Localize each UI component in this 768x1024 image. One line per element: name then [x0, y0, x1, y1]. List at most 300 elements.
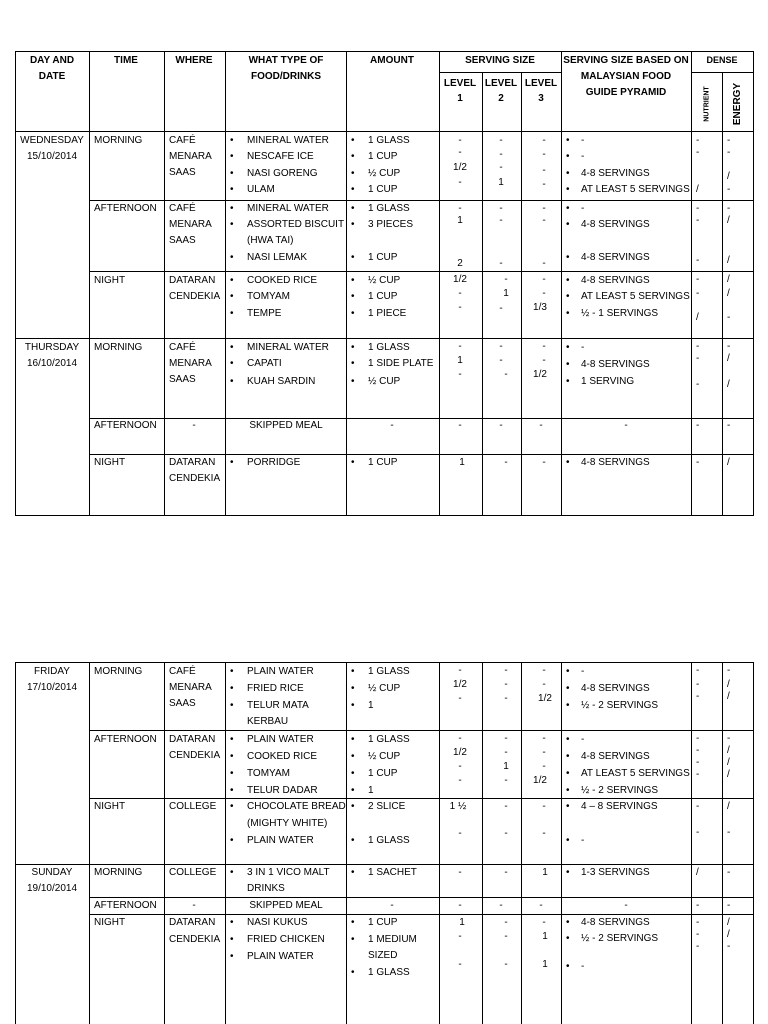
food-item: TOMYAM — [247, 291, 290, 302]
bullet: • — [230, 867, 234, 878]
bullet: • — [230, 751, 234, 762]
where-label: MENARA — [169, 219, 212, 230]
header-time: TIME — [114, 55, 138, 66]
amount: 2 SLICE — [368, 801, 406, 812]
guide-value: - — [581, 342, 585, 353]
level-1-value: 1 — [457, 355, 463, 366]
bullet: • — [230, 203, 234, 214]
food-item: TEMPE — [247, 308, 282, 319]
level-3-value: - — [542, 274, 546, 285]
food-item: CHOCOLATE BREAD — [247, 801, 346, 812]
level-2-value: - — [504, 917, 508, 928]
bullet: • — [566, 291, 570, 302]
guide-value: 4-8 SERVINGS — [581, 219, 650, 230]
guide-value: 4 – 8 SERVINGS — [581, 801, 658, 812]
grid-line — [691, 662, 692, 1024]
day-label: WEDNESDAY — [20, 135, 84, 146]
where-label: MENARA — [169, 358, 212, 369]
bullet: • — [351, 867, 355, 878]
level-1-value: - — [458, 931, 462, 942]
grid-line — [89, 730, 754, 731]
level-3-value: 1/2 — [533, 775, 547, 786]
level-2-value: - — [504, 274, 508, 285]
bullet: • — [230, 835, 234, 846]
level-3-value: - — [542, 135, 546, 146]
level-3-value: - — [542, 258, 546, 269]
energy-value: - — [727, 665, 731, 676]
day-label: SUNDAY — [31, 867, 73, 878]
level-2-value: - — [499, 900, 503, 911]
nutrient-value: - — [696, 900, 700, 911]
nutrient-value: - — [696, 679, 700, 690]
level-2-value: - — [499, 258, 503, 269]
amount: 1 GLASS — [368, 135, 410, 146]
level-1-value: - — [458, 135, 462, 146]
bullet: • — [230, 376, 234, 387]
level-2-value: - — [504, 747, 508, 758]
energy-value: / — [727, 288, 730, 299]
level-2-value: - — [499, 341, 503, 352]
energy-value: / — [727, 801, 730, 812]
level-3-value: - — [539, 900, 543, 911]
grid-line — [15, 131, 754, 132]
bullet: • — [230, 801, 234, 812]
level-3-value: - — [542, 355, 546, 366]
bullet: • — [351, 275, 355, 286]
bullet: • — [566, 275, 570, 286]
bullet: • — [351, 308, 355, 319]
grid-line — [164, 51, 165, 516]
level-1-value: - — [458, 288, 462, 299]
guide-value: AT LEAST 5 SERVINGS — [581, 768, 690, 779]
level-3-value: - — [542, 149, 546, 160]
bullet: • — [230, 785, 234, 796]
bullet: • — [230, 308, 234, 319]
grid-line — [521, 72, 522, 516]
level-2-value: 1 — [503, 288, 509, 299]
where-label: DATARAN — [169, 275, 216, 286]
level-1-value: 1 ½ — [449, 801, 467, 812]
amount: 1 GLASS — [368, 342, 410, 353]
food-item: NESCAFE ICE — [247, 151, 314, 162]
time-label: AFTERNOON — [94, 203, 157, 214]
where-label: COLLEGE — [169, 801, 217, 812]
level-2-value: - — [504, 369, 508, 380]
guide-value: - — [581, 961, 585, 972]
bullet: • — [230, 683, 234, 694]
bullet: • — [351, 666, 355, 677]
guide-value: ½ - 1 SERVINGS — [581, 308, 659, 319]
level-1-value: 1/2 — [453, 274, 467, 285]
guide-value: 4-8 SERVINGS — [581, 457, 650, 468]
level-3-value: - — [542, 203, 546, 214]
energy-value: / — [727, 929, 730, 940]
bullet: • — [566, 168, 570, 179]
guide-value: 4-8 SERVINGS — [581, 683, 650, 694]
level-1-value: 2 — [457, 258, 463, 269]
guide-value: - — [581, 835, 585, 846]
energy-value: - — [727, 135, 731, 146]
guide-value: 4-8 SERVINGS — [581, 751, 650, 762]
food-item: TELUR MATA — [247, 700, 309, 711]
level-2-value: 1 — [503, 761, 509, 772]
amount: - — [390, 900, 394, 911]
bullet: • — [351, 801, 355, 812]
bullet: • — [351, 135, 355, 146]
grid-line — [225, 51, 226, 516]
level-1-value: 1 — [459, 457, 465, 468]
level-1-value: 1 — [459, 917, 465, 928]
date-label: 17/10/2014 — [26, 682, 78, 693]
level-3-value: 1/3 — [533, 302, 547, 313]
level-1-value: - — [458, 147, 462, 158]
level-2-value: - — [499, 303, 503, 314]
energy-value: - — [727, 733, 731, 744]
level-2-value: - — [504, 457, 508, 468]
level-2-value: - — [504, 801, 508, 812]
amount: ½ CUP — [368, 275, 401, 286]
where-label: - — [192, 420, 196, 431]
where-label: COLLEGE — [169, 867, 217, 878]
level-1-value: - — [458, 775, 462, 786]
guide-value: AT LEAST 5 SERVINGS — [581, 291, 690, 302]
food-item: CAPATI — [247, 358, 282, 369]
bullet: • — [566, 151, 570, 162]
grid-line — [482, 662, 483, 1024]
energy-value: / — [727, 353, 730, 364]
date-label: 19/10/2014 — [26, 883, 78, 894]
header-level-3: 3 — [538, 93, 544, 104]
where-label: CENDEKIA — [169, 291, 221, 302]
grid-line — [346, 662, 347, 1024]
food-item-continued: (MIGHTY WHITE) — [247, 818, 328, 829]
energy-value: / — [727, 171, 730, 182]
grid-line — [164, 662, 165, 1024]
bullet: • — [230, 917, 234, 928]
bullet: • — [351, 751, 355, 762]
grid-line — [89, 200, 754, 201]
nutrient-value: - — [696, 691, 700, 702]
nutrient-value: - — [696, 801, 700, 812]
level-2-value: - — [499, 215, 503, 226]
guide-value: - — [624, 420, 628, 431]
level-3-value: - — [542, 917, 546, 928]
header-food: FOOD/DRINKS — [251, 71, 321, 82]
grid-line — [89, 271, 754, 272]
nutrient-value: / — [696, 184, 699, 195]
grid-line — [439, 72, 561, 73]
amount: 1 — [368, 700, 374, 711]
bullet: • — [230, 252, 234, 263]
bullet: • — [230, 151, 234, 162]
level-1-value: - — [458, 420, 462, 431]
level-3-value: - — [542, 665, 546, 676]
skipped-meal-label: SKIPPED MEAL — [249, 900, 323, 911]
level-3-value: - — [542, 828, 546, 839]
guide-value: - — [581, 203, 585, 214]
nutrient-value: - — [696, 255, 700, 266]
food-item-continued: KERBAU — [247, 716, 289, 727]
food-item: PLAIN WATER — [247, 734, 314, 745]
amount: 1 CUP — [368, 917, 398, 928]
energy-value: / — [727, 769, 730, 780]
header-day-date: DAY AND — [29, 55, 75, 66]
bullet: • — [351, 168, 355, 179]
level-1-value: - — [458, 341, 462, 352]
bullet: • — [230, 291, 234, 302]
time-label: NIGHT — [94, 275, 126, 286]
level-3-value: - — [542, 801, 546, 812]
level-2-value: - — [499, 149, 503, 160]
food-item-continued: (HWA TAI) — [247, 235, 294, 246]
grid-line — [691, 51, 692, 516]
bullet: • — [351, 967, 355, 978]
nutrient-value: - — [696, 379, 700, 390]
amount: 1 GLASS — [368, 734, 410, 745]
amount: ½ CUP — [368, 376, 401, 387]
day-label: FRIDAY — [34, 666, 70, 677]
food-item: NASI LEMAK — [247, 252, 308, 263]
date-label: 16/10/2014 — [26, 358, 78, 369]
food-item: PLAIN WATER — [247, 666, 314, 677]
where-label: SAAS — [169, 374, 196, 385]
bullet: • — [351, 342, 355, 353]
amount: 1 GLASS — [368, 203, 410, 214]
guide-value: - — [581, 135, 585, 146]
food-item: NASI KUKUS — [247, 917, 308, 928]
bullet: • — [351, 768, 355, 779]
amount-continued: SIZED — [368, 950, 398, 961]
nutrient-value: - — [696, 457, 700, 468]
level-2-value: - — [499, 420, 503, 431]
amount: 1 SACHET — [368, 867, 417, 878]
bullet: • — [351, 835, 355, 846]
energy-value: - — [727, 941, 731, 952]
level-1-value: 1/2 — [453, 747, 467, 758]
bullet: • — [566, 135, 570, 146]
energy-value: - — [727, 867, 731, 878]
header-level-1: LEVEL — [443, 78, 477, 89]
header-amount: AMOUNT — [370, 55, 414, 66]
level-2-value: - — [504, 665, 508, 676]
bullet: • — [351, 358, 355, 369]
food-item: PLAIN WATER — [247, 835, 314, 846]
guide-value: 1 SERVING — [581, 376, 635, 387]
grid-line — [15, 662, 16, 1024]
bullet: • — [351, 252, 355, 263]
amount: 1 CUP — [368, 252, 398, 263]
grid-line — [439, 51, 440, 516]
level-2-value: - — [499, 355, 503, 366]
energy-value: - — [727, 827, 731, 838]
nutrient-value: - — [696, 215, 700, 226]
level-2-value: - — [504, 693, 508, 704]
food-item: TELUR DADAR — [247, 785, 318, 796]
where-label: SAAS — [169, 235, 196, 246]
level-3-value: - — [542, 341, 546, 352]
bullet: • — [351, 917, 355, 928]
level-2-value: - — [504, 931, 508, 942]
nutrient-value: - — [696, 353, 700, 364]
bullet: • — [230, 768, 234, 779]
bullet: • — [566, 376, 570, 387]
time-label: MORNING — [94, 342, 143, 353]
nutrient-value: - — [696, 917, 700, 928]
time-label: MORNING — [94, 867, 143, 878]
grid-line — [346, 51, 347, 516]
bullet: • — [566, 917, 570, 928]
level-3-value: - — [542, 288, 546, 299]
bullet: • — [230, 168, 234, 179]
bullet: • — [566, 933, 570, 944]
nutrient-value: - — [696, 769, 700, 780]
energy-value: - — [727, 420, 731, 431]
grid-line — [89, 662, 90, 1024]
food-item: MINERAL WATER — [247, 203, 329, 214]
energy-value: / — [727, 917, 730, 928]
level-1-value: - — [458, 203, 462, 214]
where-label: DATARAN — [169, 917, 216, 928]
energy-value: / — [727, 457, 730, 468]
grid-line — [482, 72, 483, 516]
bullet: • — [351, 700, 355, 711]
where-label: CAFÉ — [169, 666, 196, 677]
where-label: CENDEKIA — [169, 934, 221, 945]
where-label: DATARAN — [169, 734, 216, 745]
amount: ½ CUP — [368, 683, 401, 694]
grid-line — [439, 662, 440, 1024]
where-label: CENDEKIA — [169, 750, 221, 761]
energy-value: - — [727, 203, 731, 214]
bullet: • — [566, 203, 570, 214]
level-2-value: - — [504, 679, 508, 690]
nutrient-value: - — [696, 941, 700, 952]
level-3-value: - — [539, 420, 543, 431]
guide-value: - — [581, 666, 585, 677]
food-item: COOKED RICE — [247, 275, 318, 286]
level-3-value: 1/2 — [533, 369, 547, 380]
amount: 1 CUP — [368, 457, 398, 468]
level-1-value: 1/2 — [453, 679, 467, 690]
level-2-value: - — [504, 959, 508, 970]
bullet: • — [566, 768, 570, 779]
time-label: NIGHT — [94, 801, 126, 812]
energy-value: / — [727, 757, 730, 768]
grid-line — [722, 72, 723, 516]
bullet: • — [351, 219, 355, 230]
bullet: • — [230, 275, 234, 286]
bullet: • — [351, 376, 355, 387]
where-label: CAFÉ — [169, 135, 196, 146]
header-level-3: LEVEL — [524, 78, 558, 89]
bullet: • — [566, 785, 570, 796]
bullet: • — [566, 683, 570, 694]
food-item: FRIED RICE — [247, 683, 304, 694]
bullet: • — [566, 359, 570, 370]
guide-value: ½ - 2 SERVINGS — [581, 933, 659, 944]
guide-value: - — [581, 734, 585, 745]
nutrient-value: - — [696, 733, 700, 744]
amount: 1 PIECE — [368, 308, 407, 319]
food-item: TOMYAM — [247, 768, 290, 779]
grid-line — [89, 798, 754, 799]
guide-value: 4-8 SERVINGS — [581, 168, 650, 179]
bullet: • — [230, 342, 234, 353]
time-label: MORNING — [94, 666, 143, 677]
food-item: MINERAL WATER — [247, 135, 329, 146]
level-3-value: - — [542, 761, 546, 772]
grid-line — [89, 897, 754, 898]
level-3-value: 1 — [542, 931, 548, 942]
amount: 1 SIDE PLATE — [368, 358, 434, 369]
header-level-2: LEVEL — [484, 78, 518, 89]
bullet: • — [230, 219, 234, 230]
bullet: • — [351, 151, 355, 162]
level-1-value: 1 — [457, 215, 463, 226]
bullet: • — [230, 700, 234, 711]
bullet: • — [351, 184, 355, 195]
amount: 1 MEDIUM — [368, 934, 417, 945]
food-item: COOKED RICE — [247, 751, 318, 762]
bullet: • — [230, 457, 234, 468]
nutrient-value: - — [696, 420, 700, 431]
amount: 3 PIECES — [368, 219, 414, 230]
energy-value: / — [727, 379, 730, 390]
energy-value: / — [727, 255, 730, 266]
bullet: • — [230, 358, 234, 369]
level-3-value: - — [542, 179, 546, 190]
date-label: 15/10/2014 — [26, 151, 78, 162]
guide-value: 4-8 SERVINGS — [581, 359, 650, 370]
nutrient-value: - — [696, 929, 700, 940]
food-item: ULAM — [247, 184, 275, 195]
grid-line — [89, 51, 90, 516]
time-label: AFTERNOON — [94, 420, 157, 431]
guide-value: 4-8 SERVINGS — [581, 275, 650, 286]
time-label: NIGHT — [94, 917, 126, 928]
food-item: MINERAL WATER — [247, 342, 329, 353]
bullet: • — [566, 734, 570, 745]
grid-line — [15, 51, 754, 52]
level-3-value: - — [542, 165, 546, 176]
level-1-value: - — [458, 302, 462, 313]
grid-line — [753, 662, 754, 1024]
level-1-value: - — [458, 761, 462, 772]
day-label: THURSDAY — [24, 342, 80, 353]
bullet: • — [566, 184, 570, 195]
bullet: • — [351, 683, 355, 694]
bullet: • — [230, 135, 234, 146]
grid-line — [561, 51, 562, 516]
level-2-value: 1 — [498, 177, 504, 188]
header-food: WHAT TYPE OF — [248, 55, 324, 66]
time-label: AFTERNOON — [94, 900, 157, 911]
header-energy: ENERGY — [732, 82, 743, 126]
amount: 1 — [368, 785, 374, 796]
nutrient-value: - — [696, 665, 700, 676]
level-1-value: - — [458, 733, 462, 744]
level-2-value: - — [504, 828, 508, 839]
header-nutrient: NUTRIENT — [703, 86, 711, 122]
guide-value: ½ - 2 SERVINGS — [581, 785, 659, 796]
level-3-value: 1 — [542, 959, 548, 970]
energy-value: - — [727, 341, 731, 352]
level-2-value: - — [504, 733, 508, 744]
guide-value: 1-3 SERVINGS — [581, 867, 650, 878]
nutrient-value: - — [696, 135, 700, 146]
grid-line — [15, 515, 754, 516]
amount: 1 GLASS — [368, 967, 410, 978]
